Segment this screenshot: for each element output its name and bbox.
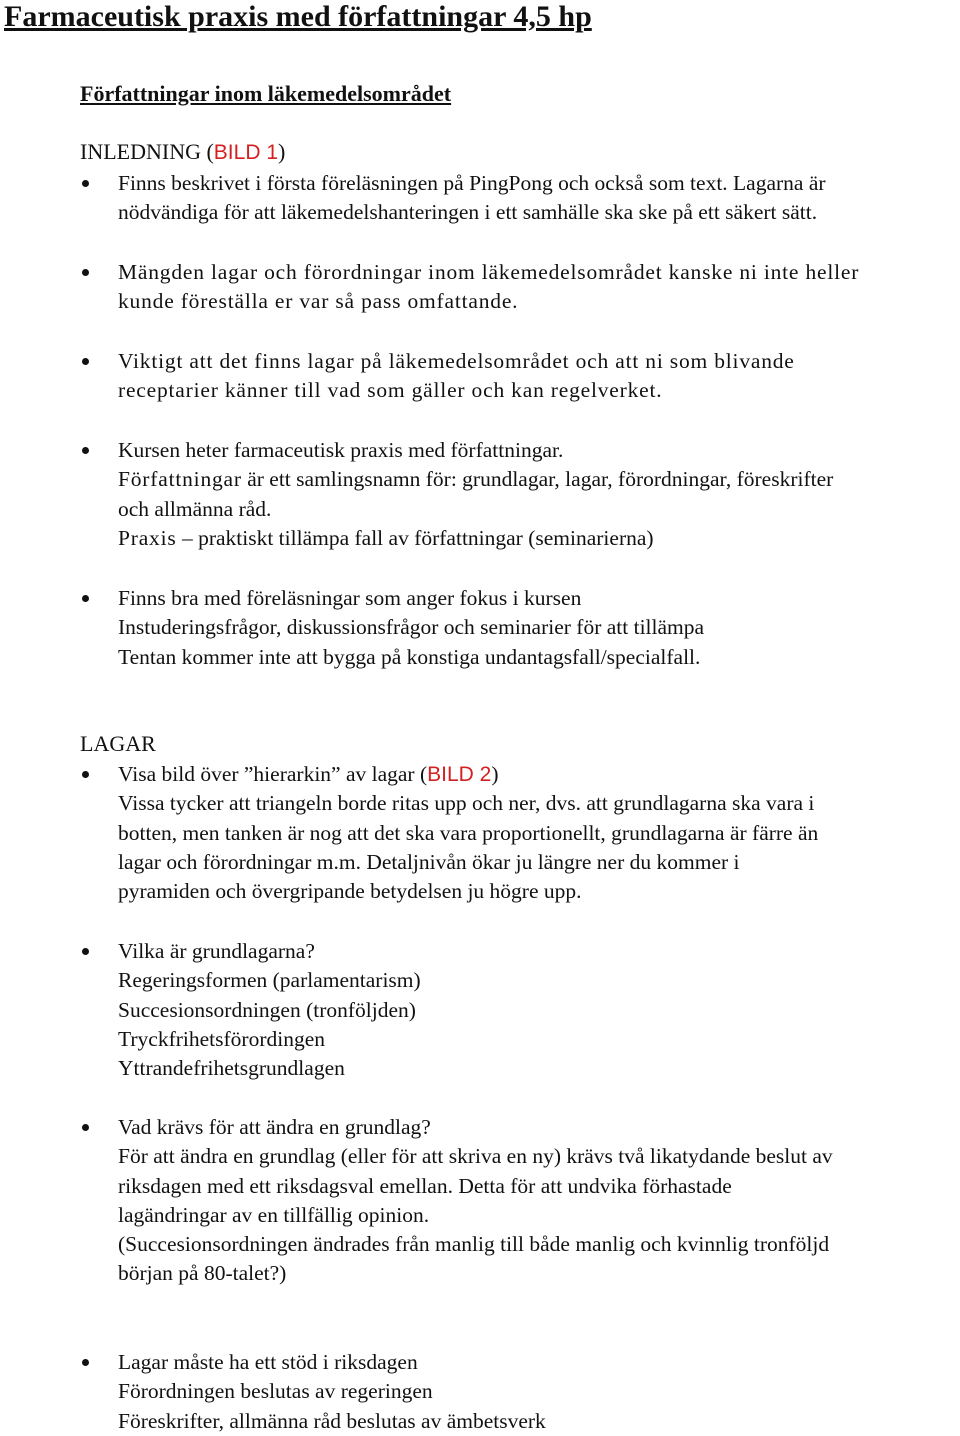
section-heading-lagar: LAGAR	[80, 731, 156, 756]
list-item: Mängden lagar och förordningar inom läkemedelsområdet kanske ni inte heller kunde föreställa er var så pass omfattande.	[118, 258, 960, 317]
list-item: Vilka är grundlagarna? Regeringsformen (parlamentarism) Succesionsordningen (tronföljden) Tryckfrihetsförordingen Yttrandefrihetsgrundlagen	[118, 937, 960, 1083]
list-item: Finns beskrivet i första föreläsningen på PingPong och också som text. Lagarna är nödvändiga för att läkemedelshanteringen i ett samhälle ska ske på ett säkert sätt.	[118, 169, 960, 228]
list-item: Kursen heter farmaceutisk praxis med författningar. Författningar är ett samlingsnamn för: grundlagar, lagar, förordningar, föreskrifter och allmänna råd. Praxis – praktiskt tillämpa fall av författningar (seminarierna)	[118, 436, 960, 553]
list-item: Vad krävs för att ändra en grundlag? För att ändra en grundlag (eller för att skriva en ny) krävs två likatydande beslut av riksdagen med ett riksdagsval emellan. Detta för att undvika förhastade lagändringar av en tillfällig opinion. (Succesionsordningen ändrades från manlig till både manlig och kvinnlig tronföljd början på 80-talet?)	[118, 1113, 960, 1289]
list-item: Visa bild över ”hierarkin” av lagar (BILD 2) Vissa tycker att triangeln borde ritas upp och ner, dvs. att grundlagarna ska vara i botten, men tanken är nog att det ska vara proportionellt, grundlagarna är färre än lagar och förordningar m.m. Detaljnivån ökar ju längre ner du kommer i pyramiden och övergripande betydelsen ju högre upp.	[118, 760, 960, 906]
list-item: Lagar måste ha ett stöd i riksdagen Förordningen beslutas av regeringen Föreskrifter, allmänna råd beslutas av ämbetsverk	[118, 1348, 960, 1436]
bild-1-reference: BILD 1	[213, 141, 278, 164]
bild-2-reference: BILD 2	[427, 763, 492, 786]
document-title: Farmaceutisk praxis med författningar 4,5 hp	[4, 0, 592, 33]
section-heading-inledning: INLEDNING (BILD 1)	[80, 139, 286, 164]
term-forfattningar: Författningar	[118, 467, 242, 492]
list-item: Viktigt att det finns lagar på läkemedelsområdet och att ni som blivande receptarier känner till vad som gäller och kan regelverket.	[118, 347, 960, 406]
document-subtitle: Författningar inom läkemedelsområdet	[80, 81, 452, 106]
list-item: Finns bra med föreläsningar som anger fokus i kursen Instuderingsfrågor, diskussionsfrågor och seminarier för att tillämpa Tentan kommer inte att bygga på konstiga undantagsfall/specialfall.	[118, 584, 960, 672]
term-praxis: Praxis	[118, 525, 177, 550]
